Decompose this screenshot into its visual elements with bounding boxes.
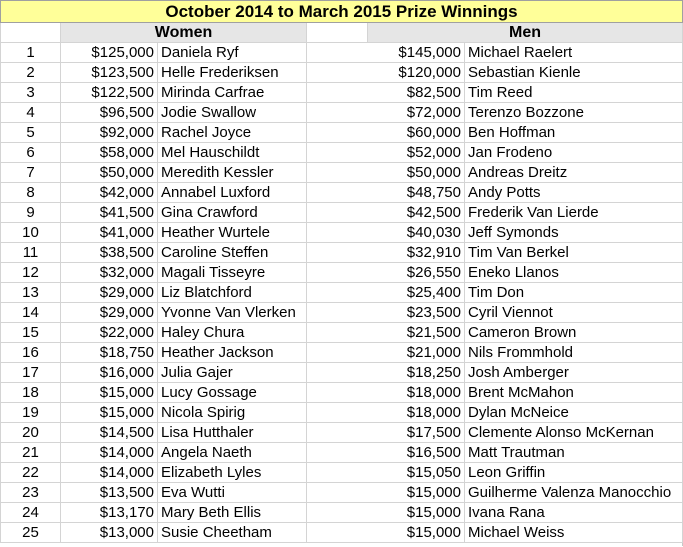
women-name-cell[interactable]: Yvonne Van Vlerken	[158, 303, 307, 323]
men-amount-cell[interactable]: $15,000	[307, 503, 465, 523]
women-amount-cell[interactable]: $125,000	[61, 43, 158, 63]
table-row	[1, 363, 683, 383]
rank-cell[interactable]: 19	[1, 403, 61, 423]
men-amount-cell[interactable]: $60,000	[307, 123, 465, 143]
rank-cell[interactable]: 22	[1, 463, 61, 483]
men-name-cell[interactable]: Michael Weiss	[465, 523, 683, 543]
women-amount-cell[interactable]: $13,170	[61, 503, 158, 523]
table-row	[1, 303, 683, 323]
men-name-cell[interactable]: Sebastian Kienle	[465, 63, 683, 83]
table-row	[1, 503, 683, 523]
men-amount-cell[interactable]: $145,000	[307, 43, 465, 63]
rank-cell[interactable]: 2	[1, 63, 61, 83]
table-row	[1, 63, 683, 83]
men-amount-cell[interactable]: $50,000	[307, 163, 465, 183]
men-name-cell[interactable]: Jan Frodeno	[465, 143, 683, 163]
men-name-cell[interactable]: Dylan McNeice	[465, 403, 683, 423]
men-name-cell[interactable]: Eneko Llanos	[465, 263, 683, 283]
women-name-cell[interactable]: Liz Blatchford	[158, 283, 307, 303]
men-amount-cell[interactable]: $82,500	[307, 83, 465, 103]
men-amount-cell[interactable]: $16,500	[307, 443, 465, 463]
women-name-cell[interactable]: Caroline Steffen	[158, 243, 307, 263]
women-amount-cell[interactable]: $41,000	[61, 223, 158, 243]
women-amount-cell[interactable]: $32,000	[61, 263, 158, 283]
women-name-cell[interactable]: Susie Cheetham	[158, 523, 307, 543]
women-amount-cell[interactable]: $96,500	[61, 103, 158, 123]
women-name-cell[interactable]: Lucy Gossage	[158, 383, 307, 403]
men-amount-cell[interactable]: $18,250	[307, 363, 465, 383]
rank-cell[interactable]: 8	[1, 183, 61, 203]
women-amount-cell[interactable]: $14,500	[61, 423, 158, 443]
women-name-cell[interactable]: Nicola Spirig	[158, 403, 307, 423]
women-amount-cell[interactable]: $41,500	[61, 203, 158, 223]
men-name-cell[interactable]: Ivana Rana	[465, 503, 683, 523]
men-name-cell[interactable]: Frederik Van Lierde	[465, 203, 683, 223]
women-amount-cell[interactable]: $29,000	[61, 283, 158, 303]
women-name-cell[interactable]: Elizabeth Lyles	[158, 463, 307, 483]
rank-cell[interactable]: 18	[1, 383, 61, 403]
header-rank-cell[interactable]	[1, 23, 61, 43]
men-amount-cell[interactable]: $42,500	[307, 203, 465, 223]
women-name-cell[interactable]: Lisa Hutthaler	[158, 423, 307, 443]
women-name-cell[interactable]: Angela Naeth	[158, 443, 307, 463]
women-name-cell[interactable]: Helle Frederiksen	[158, 63, 307, 83]
rank-cell[interactable]: 3	[1, 83, 61, 103]
men-amount-cell[interactable]: $40,030	[307, 223, 465, 243]
women-amount-cell[interactable]: $42,000	[61, 183, 158, 203]
table-row	[1, 223, 683, 243]
rank-cell[interactable]: 5	[1, 123, 61, 143]
table-row	[1, 183, 683, 203]
women-amount-cell[interactable]: $15,000	[61, 403, 158, 423]
rank-cell[interactable]: 21	[1, 443, 61, 463]
women-name-cell[interactable]: Mirinda Carfrae	[158, 83, 307, 103]
men-amount-cell[interactable]: $15,000	[307, 483, 465, 503]
rank-cell[interactable]: 23	[1, 483, 61, 503]
men-name-cell[interactable]: Brent McMahon	[465, 383, 683, 403]
rank-cell[interactable]: 15	[1, 323, 61, 343]
table-row	[1, 343, 683, 363]
men-amount-cell[interactable]: $21,500	[307, 323, 465, 343]
women-amount-cell[interactable]: $38,500	[61, 243, 158, 263]
women-name-cell[interactable]: Meredith Kessler	[158, 163, 307, 183]
men-amount-cell[interactable]: $120,000	[307, 63, 465, 83]
table-row	[1, 83, 683, 103]
men-name-cell[interactable]: Nils Frommhold	[465, 343, 683, 363]
table-row	[1, 423, 683, 443]
men-amount-cell[interactable]: $15,000	[307, 523, 465, 543]
women-name-cell[interactable]: Heather Wurtele	[158, 223, 307, 243]
table-row	[1, 163, 683, 183]
women-name-cell[interactable]: Mel Hauschildt	[158, 143, 307, 163]
rank-cell[interactable]: 13	[1, 283, 61, 303]
women-amount-cell[interactable]: $13,500	[61, 483, 158, 503]
men-name-cell[interactable]: Tim Don	[465, 283, 683, 303]
women-name-cell[interactable]: Mary Beth Ellis	[158, 503, 307, 523]
men-amount-cell[interactable]: $48,750	[307, 183, 465, 203]
rank-cell[interactable]: 12	[1, 263, 61, 283]
table-row	[1, 243, 683, 263]
men-amount-cell[interactable]: $26,550	[307, 263, 465, 283]
table-row	[1, 483, 683, 503]
women-name-cell[interactable]: Jodie Swallow	[158, 103, 307, 123]
rank-cell[interactable]: 14	[1, 303, 61, 323]
header-gap-cell[interactable]	[307, 23, 368, 43]
table-row	[1, 123, 683, 143]
table-row	[1, 143, 683, 163]
men-name-cell[interactable]: Matt Trautman	[465, 443, 683, 463]
table-row	[1, 283, 683, 303]
table-row	[1, 103, 683, 123]
men-name-cell[interactable]: Michael Raelert	[465, 43, 683, 63]
table-row	[1, 523, 683, 543]
women-amount-cell[interactable]: $18,750	[61, 343, 158, 363]
rank-cell[interactable]: 10	[1, 223, 61, 243]
men-name-cell[interactable]: Cameron Brown	[465, 323, 683, 343]
rank-cell[interactable]: 1	[1, 43, 61, 63]
women-name-cell[interactable]: Rachel Joyce	[158, 123, 307, 143]
rank-cell[interactable]: 6	[1, 143, 61, 163]
rank-cell[interactable]: 16	[1, 343, 61, 363]
women-amount-cell[interactable]: $122,500	[61, 83, 158, 103]
header-women[interactable]: Women	[61, 23, 307, 43]
header-men[interactable]: Men	[368, 23, 683, 43]
rank-cell[interactable]: 25	[1, 523, 61, 543]
rank-cell[interactable]: 17	[1, 363, 61, 383]
table-row	[1, 443, 683, 463]
women-amount-cell[interactable]: $14,000	[61, 443, 158, 463]
table-row	[1, 463, 683, 483]
women-amount-cell[interactable]: $15,000	[61, 383, 158, 403]
women-name-cell[interactable]: Heather Jackson	[158, 343, 307, 363]
table-body	[1, 1, 683, 543]
table-row	[1, 263, 683, 283]
sheet-title[interactable]: October 2014 to March 2015 Prize Winnings	[1, 1, 683, 23]
men-name-cell[interactable]: Leon Griffin	[465, 463, 683, 483]
men-amount-cell[interactable]: $52,000	[307, 143, 465, 163]
men-name-cell[interactable]: Josh Amberger	[465, 363, 683, 383]
women-amount-cell[interactable]: $14,000	[61, 463, 158, 483]
women-amount-cell[interactable]: $22,000	[61, 323, 158, 343]
men-amount-cell[interactable]: $23,500	[307, 303, 465, 323]
women-name-cell[interactable]: Gina Crawford	[158, 203, 307, 223]
women-name-cell[interactable]: Daniela Ryf	[158, 43, 307, 63]
table-row	[1, 323, 683, 343]
women-amount-cell[interactable]: $16,000	[61, 363, 158, 383]
women-amount-cell[interactable]: $29,000	[61, 303, 158, 323]
men-name-cell[interactable]: Andy Potts	[465, 183, 683, 203]
table-row	[1, 383, 683, 403]
men-name-cell[interactable]: Tim Van Berkel	[465, 243, 683, 263]
women-amount-cell[interactable]: $58,000	[61, 143, 158, 163]
men-name-cell[interactable]: Cyril Viennot	[465, 303, 683, 323]
men-name-cell[interactable]: Terenzo Bozzone	[465, 103, 683, 123]
women-name-cell[interactable]: Haley Chura	[158, 323, 307, 343]
title-row	[1, 1, 683, 23]
men-amount-cell[interactable]: $18,000	[307, 403, 465, 423]
header-row	[1, 23, 683, 43]
table-row	[1, 43, 683, 63]
rank-cell[interactable]: 7	[1, 163, 61, 183]
men-amount-cell[interactable]: $72,000	[307, 103, 465, 123]
rank-cell[interactable]: 9	[1, 203, 61, 223]
women-name-cell[interactable]: Annabel Luxford	[158, 183, 307, 203]
women-name-cell[interactable]: Julia Gajer	[158, 363, 307, 383]
men-name-cell[interactable]: Clemente Alonso McKernan	[465, 423, 683, 443]
table-row	[1, 203, 683, 223]
women-amount-cell[interactable]: $123,500	[61, 63, 158, 83]
table-row	[1, 403, 683, 423]
men-name-cell[interactable]: Jeff Symonds	[465, 223, 683, 243]
rank-cell[interactable]: 11	[1, 243, 61, 263]
men-amount-cell[interactable]: $21,000	[307, 343, 465, 363]
rank-cell[interactable]: 24	[1, 503, 61, 523]
rank-cell[interactable]: 20	[1, 423, 61, 443]
women-amount-cell[interactable]: $50,000	[61, 163, 158, 183]
rank-cell[interactable]: 4	[1, 103, 61, 123]
men-amount-cell[interactable]: $17,500	[307, 423, 465, 443]
women-amount-cell[interactable]: $92,000	[61, 123, 158, 143]
men-amount-cell[interactable]: $18,000	[307, 383, 465, 403]
men-amount-cell[interactable]: $15,050	[307, 463, 465, 483]
women-amount-cell[interactable]: $13,000	[61, 523, 158, 543]
women-name-cell[interactable]: Eva Wutti	[158, 483, 307, 503]
men-name-cell[interactable]: Guilherme Valenza Manocchio	[465, 483, 683, 503]
men-name-cell[interactable]: Tim Reed	[465, 83, 683, 103]
men-amount-cell[interactable]: $32,910	[307, 243, 465, 263]
men-name-cell[interactable]: Andreas Dreitz	[465, 163, 683, 183]
women-name-cell[interactable]: Magali Tisseyre	[158, 263, 307, 283]
men-amount-cell[interactable]: $25,400	[307, 283, 465, 303]
men-name-cell[interactable]: Ben Hoffman	[465, 123, 683, 143]
